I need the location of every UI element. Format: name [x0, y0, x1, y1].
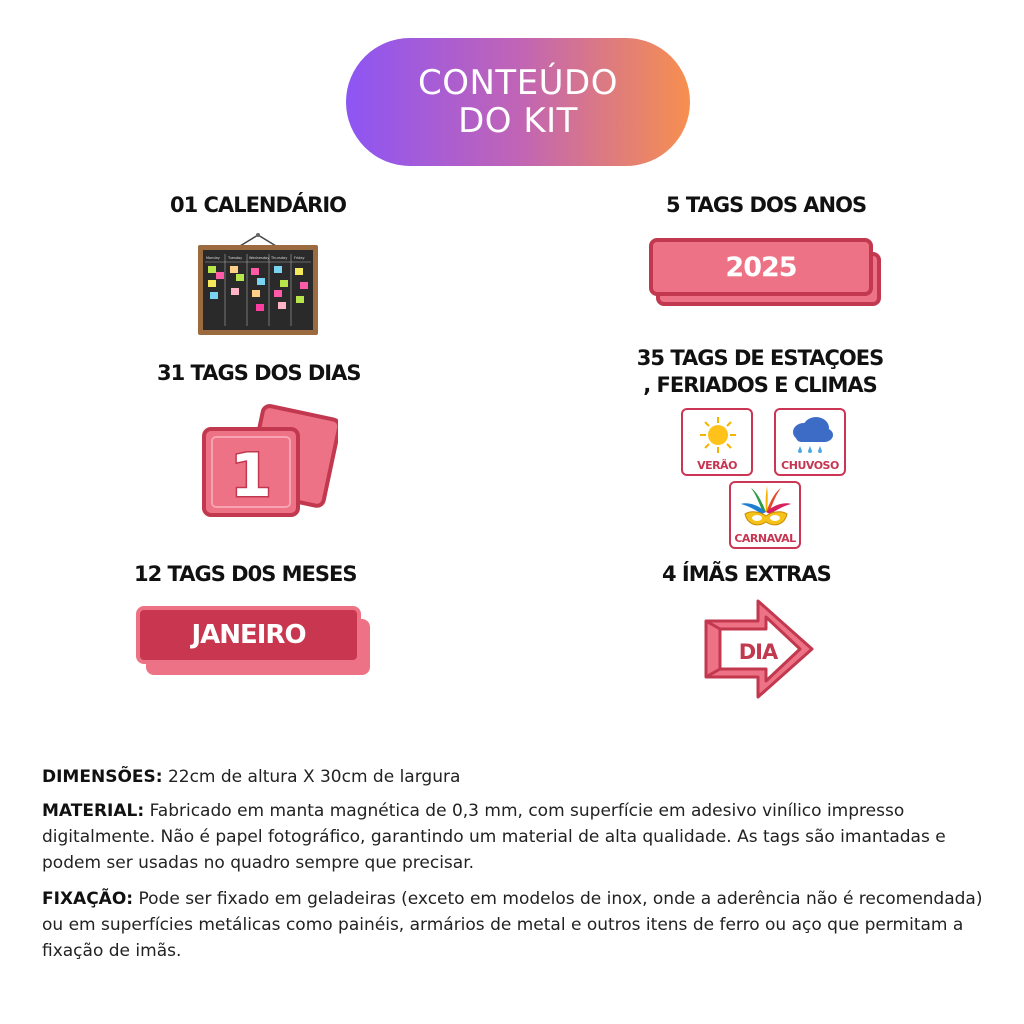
arrow-magnet-text: DIA — [738, 640, 778, 664]
header-line-1: CONTEÚDO — [417, 63, 618, 103]
month-tag-text: JANEIRO — [191, 620, 306, 650]
rainy-tag-label: CHUVOSO — [781, 459, 839, 472]
fixation-text: Pode ser fixado em geladeiras (exceto em modelos de inox, onde a aderência não é recomendada) ou em superfícies metálicas como painéis, armários de metal e outros itens de ferro ou aço que permitam a fixação de imãs. — [42, 889, 983, 961]
material-label: MATERIAL: — [42, 801, 145, 821]
months-heading: 12 TAGS D0S MESES — [134, 562, 357, 586]
calendar-heading: 01 CALENDÁRIO — [170, 193, 347, 217]
material-info — [42, 798, 987, 876]
calendar-day-label: Thursday — [271, 256, 288, 260]
summer-tag-label: VERÃO — [697, 459, 737, 472]
day-tag-number: 1 — [230, 441, 272, 511]
fixation-label: FIXAÇÃO: — [42, 889, 134, 909]
sun-icon — [699, 416, 737, 454]
year-tag-text: 2025 — [725, 251, 797, 283]
summer-tag — [681, 408, 753, 476]
kit-content-header — [346, 38, 690, 166]
magnets-heading: 4 ÍMÃS EXTRAS — [662, 562, 831, 586]
material-text: Fabricado em manta magnética de 0,3 mm, com superfície em adesivo vinílico impresso digitalmente. Não é papel fotográfico, garantindo um material de alta qualidade. As tags são imantadas e podem ser usadas no quadro sempre que precisar. — [42, 801, 946, 873]
fixation-info — [42, 886, 987, 964]
carnival-tag — [729, 481, 801, 549]
carnival-tag-label: CARNAVAL — [734, 532, 796, 545]
dimensions-label: DIMENSÕES: — [42, 767, 163, 787]
arrow-magnet-image — [700, 595, 820, 703]
calendar-day-label: Friday — [294, 256, 305, 260]
dimensions-text: 22cm de altura X 30cm de largura — [162, 767, 461, 787]
seasons-heading-line-1: 35 TAGS DE ESTAÇOES — [636, 346, 884, 370]
calendar-board-image — [196, 232, 320, 336]
carnival-mask-icon — [737, 486, 795, 530]
seasons-heading-line-2: , FERIADOS E CLIMAS — [643, 373, 877, 397]
calendar-day-label: Tuesday — [228, 256, 243, 260]
day-tag-image — [198, 402, 338, 520]
days-heading: 31 TAGS DOS DIAS — [157, 361, 361, 385]
calendar-day-label: Monday — [206, 256, 220, 260]
rain-cloud-icon — [788, 416, 834, 456]
rainy-tag — [774, 408, 846, 476]
years-heading: 5 TAGS DOS ANOS — [666, 193, 867, 217]
header-line-2: DO KIT — [458, 101, 578, 141]
dimensions-info — [42, 764, 987, 790]
calendar-day-label: Wednesday — [249, 256, 270, 260]
